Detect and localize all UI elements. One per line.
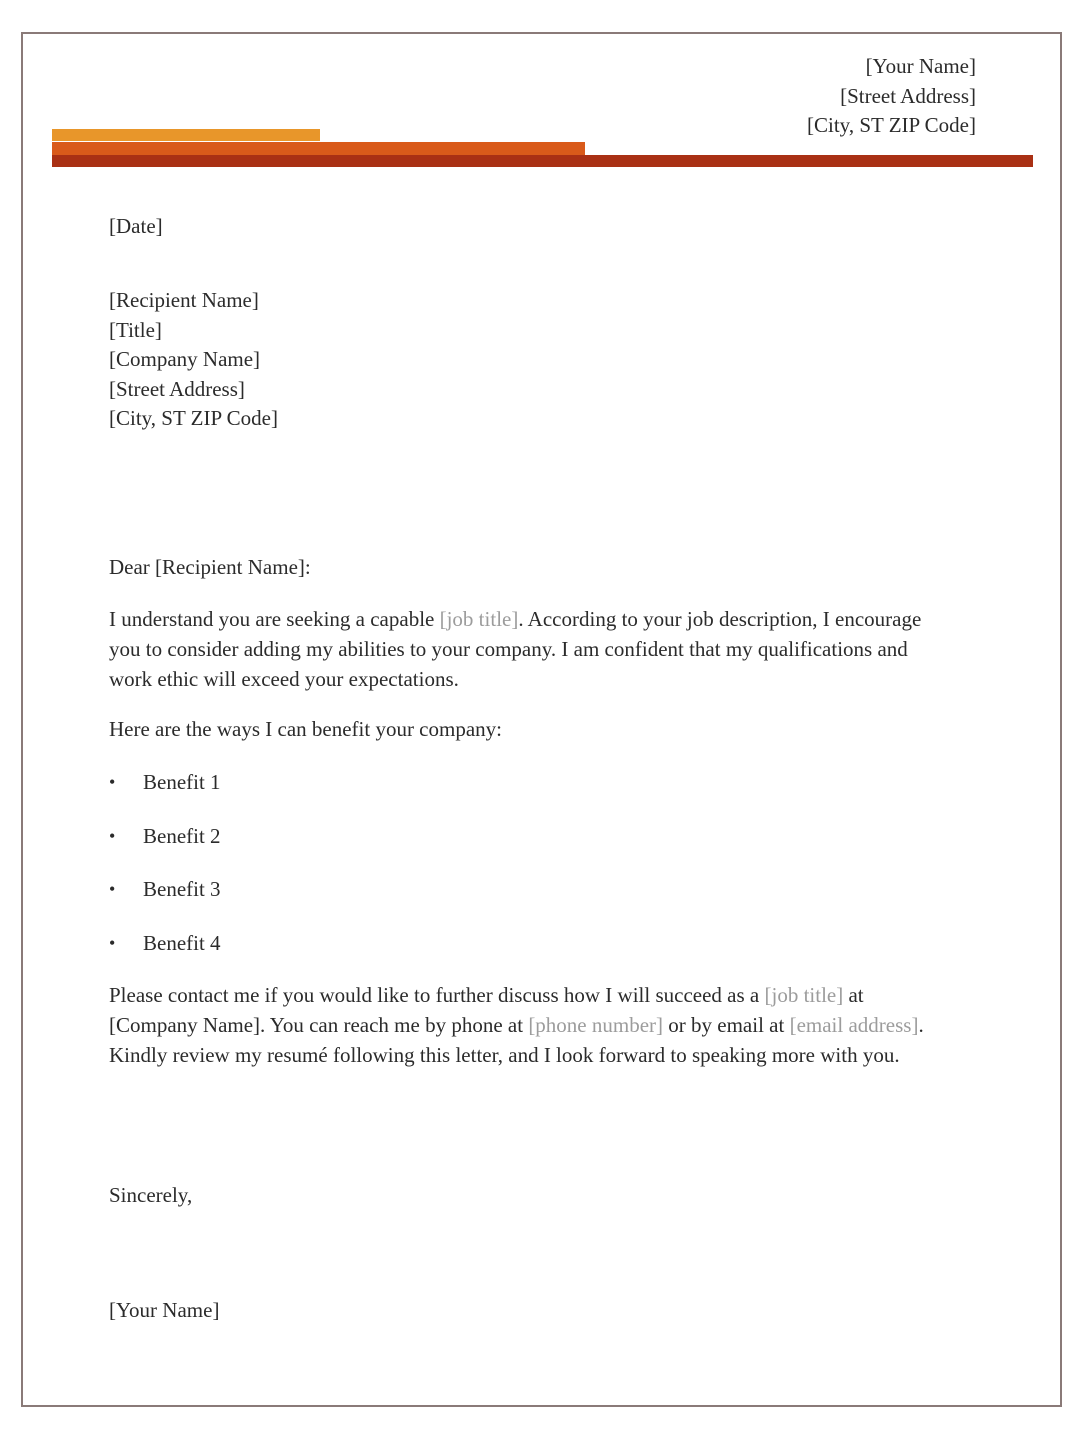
recipient-street[interactable]: [Street Address] [109,376,245,401]
paragraph-text: [Company Name]. You can reach me by phone at [109,1013,529,1037]
body-paragraph-1 [109,604,989,694]
recipient-title[interactable]: [Title] [109,317,162,342]
bullet-icon: • [109,932,116,953]
benefit-text[interactable]: Benefit 3 [143,877,221,901]
paragraph-text: I understand you are seeking a capable [109,607,440,631]
sender-name[interactable]: [Your Name] [865,54,976,78]
bullet-icon: • [109,879,116,899]
benefit-text[interactable]: Benefit 1 [143,770,221,794]
sender-address-block [807,52,976,141]
closing: Sincerely, [109,1183,193,1207]
paragraph-line [109,604,989,634]
benefits-intro: Here are the ways I can benefit your company: [109,717,502,741]
paragraph-line [109,1010,1009,1040]
recipient-company[interactable]: [Company Name] [109,347,261,371]
benefit-text[interactable]: Benefit 4 [143,930,221,955]
paragraph-text: at [843,983,864,1007]
list-item [109,928,221,982]
paragraph-text: . According to your job description, I encourage [518,607,922,631]
benefit-text[interactable]: Benefit 2 [143,823,221,848]
body-paragraph-2 [109,980,1009,1070]
sender-street[interactable]: [Street Address] [840,83,976,108]
paragraph-line: work ethic will exceed your expectations. [109,667,459,691]
benefits-list [109,767,221,981]
phone-number-placeholder[interactable]: [phone number] [528,1013,664,1037]
paragraph-text: . [918,1013,924,1037]
header-bar-dark-red [52,155,1033,167]
list-item [109,874,221,928]
sender-city[interactable]: [City, ST ZIP Code] [807,113,976,137]
email-address-placeholder[interactable]: [email address] [789,1013,919,1037]
recipient-address-block [109,286,278,434]
job-title-placeholder[interactable]: [job title] [439,607,519,631]
bullet-icon: • [109,772,116,792]
list-item [109,767,221,821]
job-title-placeholder[interactable]: [job title] [764,983,844,1007]
paragraph-line: you to consider adding my abilities to your company. I am confident that my qualifications and [109,637,908,661]
bullet-icon: • [109,825,116,846]
paragraph-text: Please contact me if you would like to further discuss how I will succeed as a [109,983,765,1007]
date-field[interactable]: [Date] [109,214,163,238]
paragraph-line: Kindly review my resumé following this letter, and I look forward to speaking more with you. [109,1043,900,1067]
recipient-name[interactable]: [Recipient Name] [109,288,259,312]
header-bar-mid-orange [52,142,585,155]
list-item [109,821,221,875]
header-bar-orange [52,129,320,141]
recipient-city[interactable]: [City, ST ZIP Code] [109,406,278,430]
salutation: Dear [Recipient Name]: [109,555,311,579]
paragraph-line [109,980,1009,1010]
paragraph-text: or by email at [663,1013,790,1037]
signature-name[interactable]: [Your Name] [109,1298,220,1322]
